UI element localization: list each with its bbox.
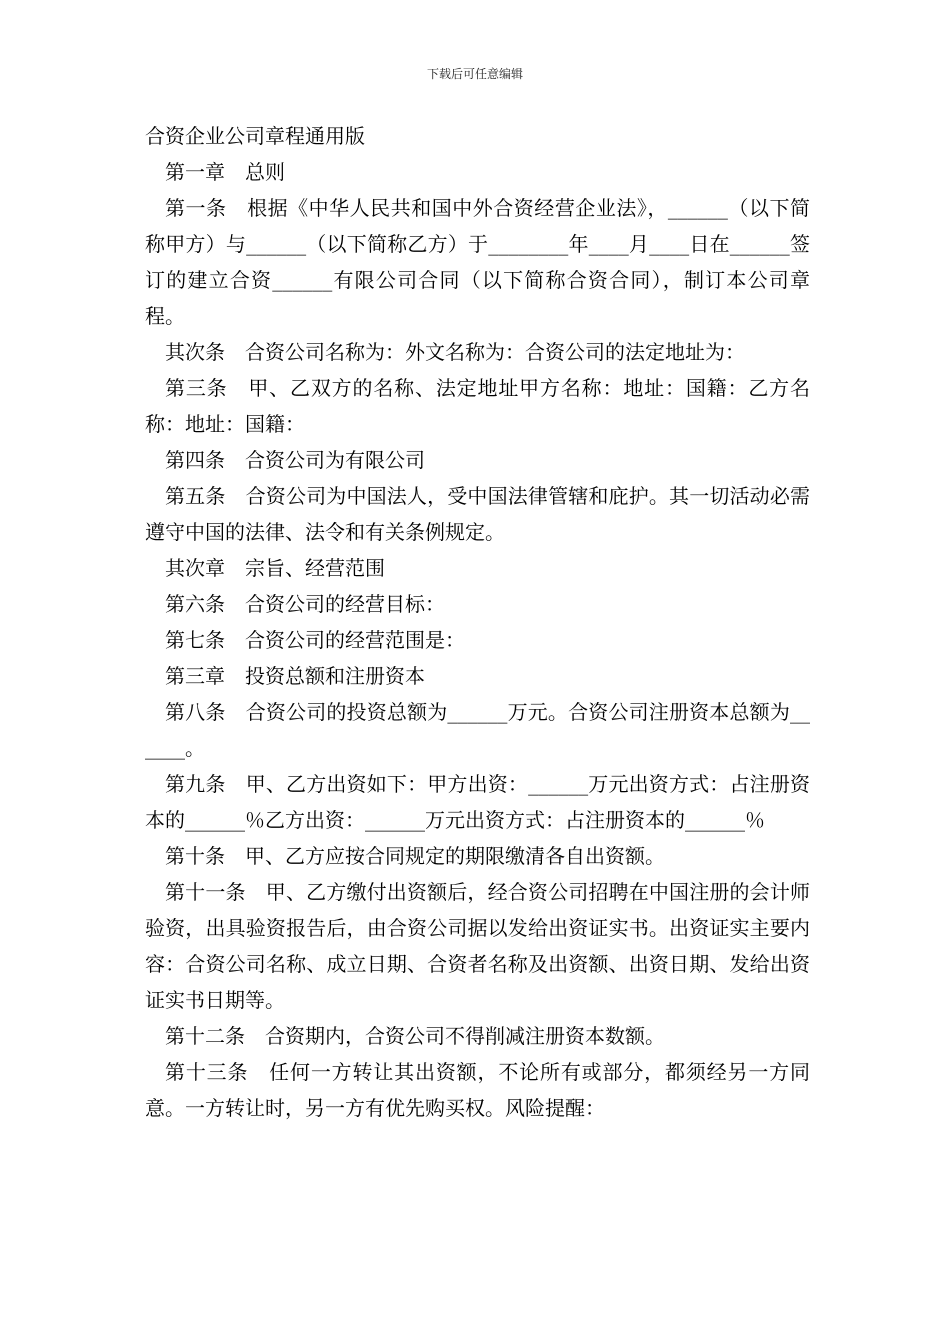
- document-title: 合资企业公司章程通用版: [145, 124, 365, 148]
- chapter-heading: 其次章 宗旨、经营范围: [165, 556, 385, 580]
- article-paragraph: 其次条 合资公司名称为：外文名称为：合资公司的法定地址为：: [165, 340, 745, 364]
- article-paragraph: 第一条 根据《中华人民共和国中外合资经营企业法》，______（以下简称甲方）与______（以下简称乙方）于________年____月____日在______签订的建立合资______有限公司合同（以下简称合资合同），制订本公司章程。: [145, 196, 810, 328]
- document-body: [145, 118, 810, 1126]
- article-paragraph: 第七条 合资公司的经营范围是：: [165, 628, 465, 652]
- article-paragraph: 第十条 甲、乙方应按合同规定的期限缴清各自出资额。: [165, 844, 665, 868]
- chapter-heading: 第一章 总则: [165, 160, 285, 184]
- article-paragraph: 第五条 合资公司为中国法人，受中国法律管辖和庇护。其一切活动必需遵守中国的法律、法令和有关条例规定。: [145, 484, 810, 544]
- article-paragraph: 第十二条 合资期内，合资公司不得削减注册资本数额。: [165, 1024, 665, 1048]
- article-paragraph: 第八条 合资公司的投资总额为______万元。合资公司注册资本总额为______。: [145, 700, 810, 760]
- article-paragraph: 第四条 合资公司为有限公司: [165, 448, 425, 472]
- article-paragraph: 第六条 合资公司的经营目标：: [165, 592, 445, 616]
- article-paragraph: 第十三条 任何一方转让其出资额，不论所有或部分，都须经另一方同意。一方转让时，另一方有优先购买权。风险提醒：: [145, 1060, 810, 1120]
- chapter-heading: 第三章 投资总额和注册资本: [165, 664, 425, 688]
- article-paragraph: 第三条 甲、乙双方的名称、法定地址甲方名称：地址：国籍：乙方名称：地址：国籍：: [145, 376, 810, 436]
- page-header-note: 下载后可任意编辑: [426, 67, 523, 81]
- article-paragraph: 第十一条 甲、乙方缴付出资额后，经合资公司招聘在中国注册的会计师验资，出具验资报告后，由合资公司据以发给出资证实书。出资证实主要内容：合资公司名称、成立日期、合资者名称及出资额、出资日期、发给出资证实书日期等。: [145, 880, 810, 1012]
- article-paragraph: 第九条 甲、乙方出资如下：甲方出资：______万元出资方式：占注册资本的______％乙方出资：______万元出资方式：占注册资本的______％: [145, 772, 810, 832]
